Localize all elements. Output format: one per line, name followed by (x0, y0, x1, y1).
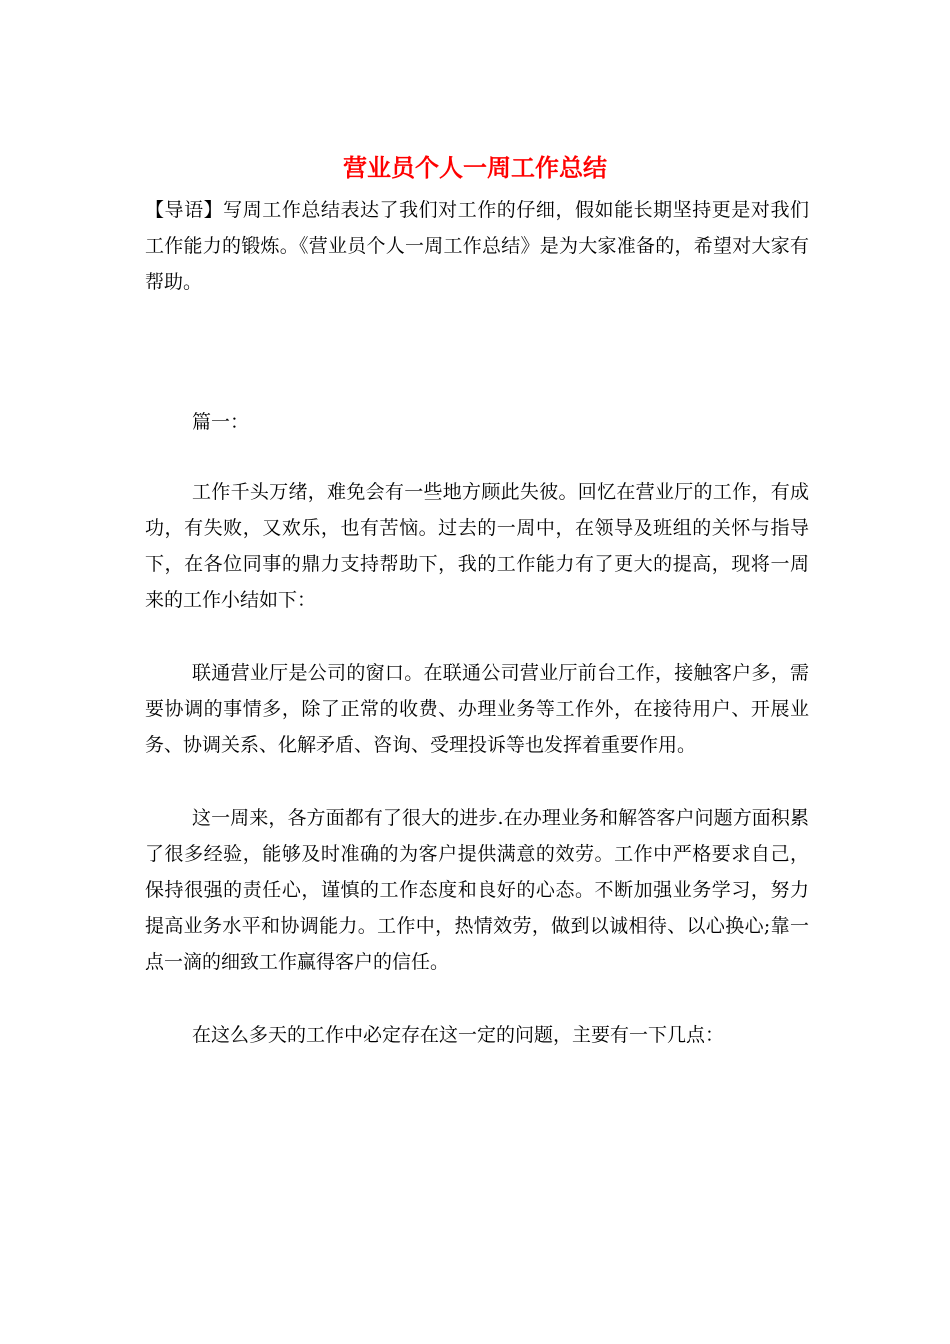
document-title: 营业员个人一周工作总结 (343, 153, 607, 182)
body-paragraph-2: 联通营业厅是公司的窗口。在联通公司营业厅前台工作，接触客户多，需要协调的事情多，除了正常的收费、办理业务等工作外，在接待用户、开展业务、协调关系、化解矛盾、咨询、受理投诉等也发挥着重要作用。 (145, 662, 809, 756)
body-paragraph-4: 在这么多天的工作中必定存在这一定的问题，主要有一下几点： (192, 1024, 725, 1046)
intro-paragraph: 【导语】写周工作总结表达了我们对工作的仔细，假如能长期坚持更是对我们工作能力的锻炼。《营业员个人一周工作总结》是为大家准备的，希望对大家有帮助。 (145, 199, 809, 293)
body-paragraph-1: 工作千头万绪，难免会有一些地方顾此失彼。回忆在营业厅的工作，有成功，有失败，又欢乐，也有苦恼。过去的一周中，在领导及班组的关怀与指导下，在各位同事的鼎力支持帮助下，我的工作能力有了更大的提高，现将一周来的工作小结如下： (145, 481, 809, 611)
section-heading: 篇一： (192, 411, 250, 433)
body-paragraph-3: 这一周来，各方面都有了很大的进步.在办理业务和解答客户问题方面积累了很多经验，能够及时准确的为客户提供满意的效劳。工作中严格要求自己，保持很强的责任心，谨慎的工作态度和良好的心态。不断加强业务学习，努力提高业务水平和协调能力。工作中，热情效劳，做到以诚相待、以心换心;靠一点一滴的细致工作赢得客户的信任。 (145, 807, 809, 973)
